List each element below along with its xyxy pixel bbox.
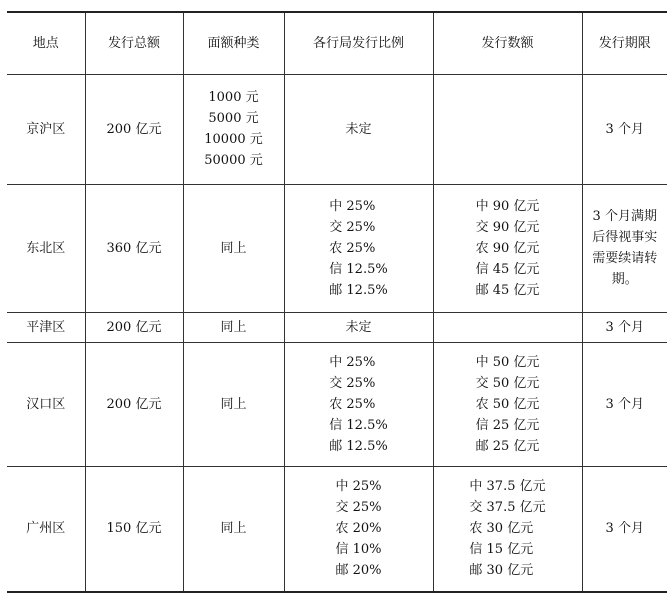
cell-term: 3 个月 bbox=[582, 342, 667, 466]
cell-total: 150 亿元 bbox=[85, 466, 183, 592]
cell-ratio: 未定 bbox=[284, 312, 433, 342]
cell-amount bbox=[433, 466, 582, 592]
ratio-line: 邮 20% bbox=[335, 563, 382, 579]
ratio-line: 中 25% bbox=[329, 354, 376, 370]
denom-line: 50000 元 bbox=[204, 153, 263, 168]
cell-denominations: 同上 bbox=[183, 312, 284, 342]
amount-line: 信 15 亿元 bbox=[469, 542, 534, 558]
amount-line: 农 50 亿元 bbox=[475, 396, 540, 412]
cell-term: 3 个月 bbox=[582, 466, 667, 592]
ratio-line: 信 12.5% bbox=[329, 261, 388, 277]
ratio-line: 交 25% bbox=[329, 219, 376, 235]
amount-line: 信 25 亿元 bbox=[475, 417, 540, 433]
cell-place: 汉口区 bbox=[7, 342, 85, 466]
table-row bbox=[7, 312, 667, 342]
cell-denominations: 同上 bbox=[183, 184, 284, 312]
ratio-line: 农 25% bbox=[329, 240, 376, 256]
ratio-line: 交 25% bbox=[335, 500, 382, 516]
ratio-line: 交 25% bbox=[329, 375, 376, 391]
cell-amount bbox=[433, 74, 582, 184]
header-total: 发行总额 bbox=[85, 12, 183, 74]
table-row bbox=[7, 74, 667, 184]
amount-line: 邮 30 亿元 bbox=[469, 563, 534, 579]
ratio-line: 邮 12.5% bbox=[329, 438, 388, 454]
table-row bbox=[7, 342, 667, 466]
amount-line: 交 50 亿元 bbox=[475, 375, 540, 391]
cell-total: 200 亿元 bbox=[85, 312, 183, 342]
ratio-line: 农 25% bbox=[329, 396, 376, 412]
cell-ratio bbox=[284, 184, 433, 312]
cell-ratio bbox=[284, 466, 433, 592]
amount-line: 交 90 亿元 bbox=[475, 219, 540, 235]
table-row bbox=[7, 184, 667, 312]
amount-line: 中 90 亿元 bbox=[475, 198, 540, 214]
bond-issuance-table bbox=[7, 11, 667, 593]
denom-line: 10000 元 bbox=[204, 132, 263, 147]
ratio-line: 农 20% bbox=[335, 521, 382, 537]
header-ratio: 各行局发行比例 bbox=[284, 12, 433, 74]
header-place: 地点 bbox=[7, 12, 85, 74]
cell-amount bbox=[433, 312, 582, 342]
cell-denominations: 同上 bbox=[183, 342, 284, 466]
header-amount: 发行数额 bbox=[433, 12, 582, 74]
denom-line: 1000 元 bbox=[208, 90, 259, 105]
cell-total: 200 亿元 bbox=[85, 342, 183, 466]
cell-ratio: 未定 bbox=[284, 74, 433, 184]
cell-denominations bbox=[183, 74, 284, 184]
table-row bbox=[7, 466, 667, 592]
amount-line: 邮 45 亿元 bbox=[475, 282, 540, 298]
cell-place: 京沪区 bbox=[7, 74, 85, 184]
header-row bbox=[7, 12, 667, 74]
amount-line: 交 37.5 亿元 bbox=[469, 500, 546, 516]
header-term: 发行期限 bbox=[582, 12, 667, 74]
amount-line: 信 45 亿元 bbox=[475, 261, 540, 277]
cell-term: 3 个月 bbox=[582, 74, 667, 184]
term-text: 3 个月满期后得视事实需要续请转期。 bbox=[592, 209, 658, 287]
ratio-line: 邮 12.5% bbox=[329, 282, 388, 298]
header-denomination: 面额种类 bbox=[183, 12, 284, 74]
cell-amount bbox=[433, 184, 582, 312]
cell-term: 3 个月 bbox=[582, 312, 667, 342]
cell-term bbox=[582, 184, 667, 312]
amount-line: 中 37.5 亿元 bbox=[469, 479, 546, 495]
ratio-line: 中 25% bbox=[335, 479, 382, 495]
cell-total: 200 亿元 bbox=[85, 74, 183, 184]
cell-place: 平津区 bbox=[7, 312, 85, 342]
amount-line: 农 90 亿元 bbox=[475, 240, 540, 256]
amount-line: 邮 25 亿元 bbox=[475, 438, 540, 454]
cell-amount bbox=[433, 342, 582, 466]
ratio-line: 信 10% bbox=[335, 542, 382, 558]
amount-line: 中 50 亿元 bbox=[475, 354, 540, 370]
cell-ratio bbox=[284, 342, 433, 466]
cell-denominations: 同上 bbox=[183, 466, 284, 592]
amount-line: 农 30 亿元 bbox=[469, 521, 534, 537]
ratio-line: 信 12.5% bbox=[329, 417, 388, 433]
ratio-line: 中 25% bbox=[329, 198, 376, 214]
cell-total: 360 亿元 bbox=[85, 184, 183, 312]
denom-line: 5000 元 bbox=[208, 111, 259, 126]
cell-place: 东北区 bbox=[7, 184, 85, 312]
cell-place: 广州区 bbox=[7, 466, 85, 592]
